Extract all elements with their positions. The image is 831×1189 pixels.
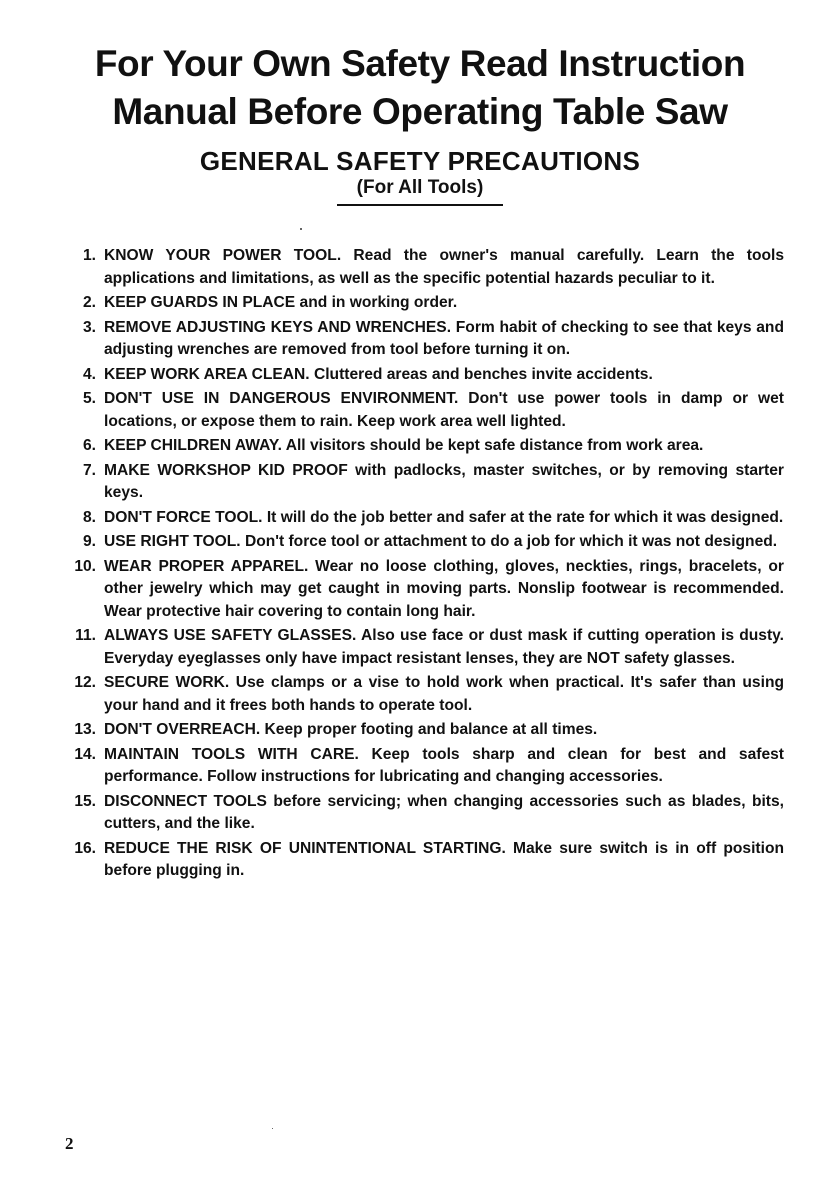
item-heading: DON'T FORCE TOOL. (104, 508, 263, 526)
list-item (62, 744, 784, 789)
list-item (62, 719, 784, 742)
page-number: 2 (65, 1134, 74, 1153)
item-text: Make sure switch is in off position before plugging in. (104, 839, 784, 879)
item-text: Form habit of checking to see that keys and adjusting wrenches are removed from tool before turning it on. (104, 318, 784, 358)
item-heading: REDUCE THE RISK OF UNINTENTIONAL STARTING. (104, 839, 506, 857)
list-item (62, 435, 784, 458)
list-item (62, 531, 784, 554)
section-subheading (40, 174, 800, 206)
item-number: 3. (82, 318, 96, 336)
list-item (62, 317, 784, 362)
print-speck (272, 1128, 273, 1129)
item-heading: USE RIGHT TOOL. (104, 533, 241, 550)
list-item (62, 791, 784, 836)
page-title-line-1: For Your Own Safety Read Instruction (94, 43, 746, 84)
item-number: 12. (74, 674, 96, 691)
item-number: 16. (74, 839, 96, 857)
item-heading: MAKE WORKSHOP KID PROOF (104, 461, 348, 479)
item-text: Use clamps or a vise to hold work when practical. It's safer than using your hand and it frees both hands to operate tool. (104, 674, 784, 714)
print-speck (300, 228, 302, 230)
item-heading: SECURE WORK. (104, 674, 230, 691)
item-number: 8. (82, 508, 96, 526)
item-text: Keep tools sharp and clean for best and safest performance. Follow instructions for lubricating and changing accessories. (104, 745, 784, 785)
item-heading: DISCONNECT TOOLS (104, 792, 267, 810)
list-item (62, 672, 784, 717)
item-heading: MAINTAIN TOOLS WITH CARE. (104, 745, 359, 763)
item-number: 5. (82, 390, 96, 407)
item-heading: DON'T OVERREACH. (104, 721, 261, 738)
item-text: Don't use power tools in damp or wet locations, or expose them to rain. Keep work area well lighted. (104, 390, 784, 430)
safety-precautions-list (62, 245, 784, 885)
list-item (62, 364, 784, 387)
item-number: 1. (82, 247, 96, 264)
list-item (62, 507, 784, 530)
item-heading: ALWAYS USE SAFETY GLASSES. (104, 627, 357, 644)
item-number: 15. (74, 792, 96, 810)
item-number: 13. (74, 721, 96, 738)
item-number: 9. (82, 533, 96, 550)
item-heading: REMOVE ADJUSTING KEYS AND WRENCHES. (104, 318, 452, 336)
item-text: Cluttered areas and benches invite accidents. (309, 365, 653, 383)
item-heading: KEEP WORK AREA CLEAN. (104, 365, 310, 383)
item-text: Don't force tool or attachment to do a job for which it was not designed. (240, 533, 778, 550)
item-number: 14. (74, 745, 96, 763)
item-heading: KNOW YOUR POWER TOOL. (104, 247, 342, 264)
item-heading: WEAR PROPER APPAREL. (104, 557, 309, 575)
list-item (62, 388, 784, 433)
section-heading: GENERAL SAFETY PRECAUTIONS (199, 146, 641, 176)
item-number: 6. (82, 437, 96, 454)
item-text: with padlocks, master switches, or by removing starter keys. (104, 461, 784, 501)
item-number: 10. (74, 557, 96, 575)
item-text: before servicing; when changing accessories such as blades, bits, cutters, and the like. (104, 792, 785, 832)
list-item (62, 838, 784, 883)
page-title-line-2: Manual Before Operating Table Saw (112, 91, 728, 132)
list-item (62, 460, 784, 505)
item-text: All visitors should be kept safe distance from work area. (281, 437, 704, 454)
item-heading: DON'T USE IN DANGEROUS ENVIRONMENT. (104, 390, 459, 407)
item-text: Read the owner's manual carefully. Learn the tools applications and limitations, as well as the specific potential hazards peculiar to it. (104, 247, 784, 287)
item-text: Keep proper footing and balance at all times. (260, 721, 598, 738)
item-text: Also use face or dust mask if cutting operation is dusty. Everyday eyeglasses only have impact resistant lenses, they are NOT safety glasses. (104, 627, 784, 667)
item-number: 4. (82, 365, 96, 383)
list-item (62, 245, 784, 290)
item-number: 11. (75, 627, 96, 644)
list-item (62, 292, 784, 315)
item-text: Wear no loose clothing, gloves, neckties, rings, bracelets, or other jewelry which may get caught in moving parts. Nonslip footwear is recommended. Wear protective hair covering to contain long hair. (104, 557, 784, 620)
item-number: 2. (82, 294, 96, 311)
list-item (62, 625, 784, 670)
item-heading: KEEP CHILDREN AWAY. (104, 437, 282, 454)
item-heading: KEEP GUARDS IN PLACE (104, 294, 296, 311)
item-number: 7. (82, 461, 96, 479)
item-text: It will do the job better and safer at the rate for which it was designed. (262, 508, 784, 526)
section-subheading-text: (For All Tools) (337, 174, 504, 206)
page-title (40, 40, 800, 136)
item-text: and in working order. (295, 294, 458, 311)
list-item (62, 556, 784, 624)
